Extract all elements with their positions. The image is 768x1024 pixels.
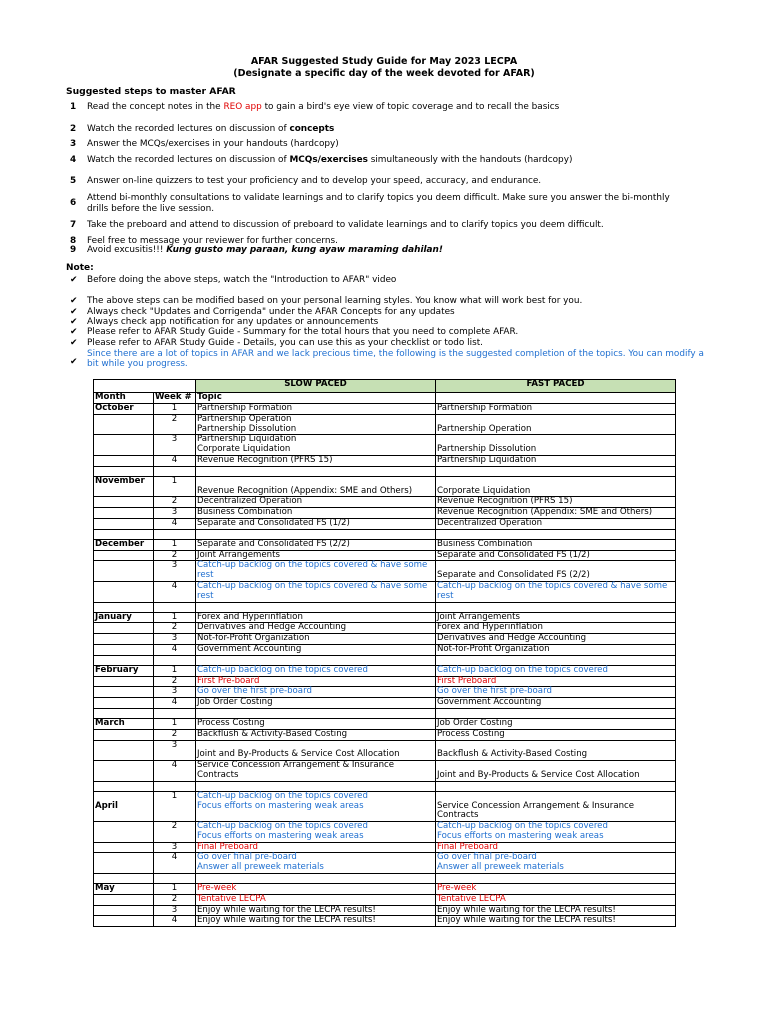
- slow-topic: First Pre-board: [196, 676, 436, 687]
- table-row: [94, 539, 676, 550]
- table-row: [94, 550, 676, 561]
- table-row: [94, 729, 676, 740]
- slow-topic: Catch-up backlog on the topics covered Focus efforts on mastering weak areas: [196, 822, 436, 843]
- steps-heading: Suggested steps to master AFAR: [66, 86, 236, 97]
- slow-topic: Separate and Consolidated FS (2/2): [196, 539, 436, 550]
- fast-topic: Backflush & Activity-Based Costing: [436, 740, 676, 761]
- slow-topic: Go over the first pre-board: [196, 687, 436, 698]
- slow-topic: Not-for-Profit Organization: [196, 634, 436, 645]
- spacer-row: [94, 874, 676, 884]
- spacer-row: [94, 466, 676, 476]
- step-number: 5: [70, 176, 77, 186]
- fast-topic: Revenue Recognition (Appendix: SME and Others): [436, 508, 676, 519]
- fast-topic: Separate and Consolidated FS (1/2): [436, 550, 676, 561]
- month-cell: [94, 687, 154, 698]
- month-name: May: [94, 884, 154, 895]
- step-number: 8: [70, 236, 77, 246]
- step-text: Avoid excusitis!!! Kung gusto may paraan, kung ayaw maraming dahilan!: [87, 245, 443, 255]
- month-name: March: [94, 718, 154, 729]
- week-number: 3: [154, 634, 196, 645]
- fast-topic: Forex and Hyperinflation: [436, 623, 676, 634]
- table-row: [94, 853, 676, 874]
- fast-topic: Enjoy while waiting for the LECPA results!: [436, 916, 676, 927]
- table-row: [94, 884, 676, 895]
- slow-topic: Catch-up backlog on the topics covered & have some rest: [196, 561, 436, 582]
- table-row: [94, 894, 676, 905]
- slow-topic: Joint Arrangements: [196, 550, 436, 561]
- fast-topic: Partnership Liquidation: [436, 455, 676, 466]
- fast-topic: Revenue Recognition (PFRS 15): [436, 497, 676, 508]
- checkmark-icon: ✔: [70, 317, 78, 327]
- week-number: 1: [154, 665, 196, 676]
- note-text: Always check "Updates and Corrigenda" under the AFAR Concepts for any updates: [87, 307, 455, 317]
- fast-topic: Catch-up backlog on the topics covered & have some rest: [436, 581, 676, 602]
- month-column-header: Month: [94, 393, 154, 404]
- month-cell: [94, 508, 154, 519]
- checkmark-icon: ✔: [70, 307, 78, 317]
- month-cell: [94, 581, 154, 602]
- note-text: Since there are a lot of topics in AFAR and we lack precious time, the following is the suggested completion of the topics. You can modify a bit while you progress.: [87, 349, 704, 369]
- table-row: [94, 676, 676, 687]
- fast-topic: Go over the first pre-board: [436, 687, 676, 698]
- step-number: 2: [70, 124, 77, 134]
- fast-topic: Not-for-Profit Organization: [436, 644, 676, 655]
- slow-topic: Partnership Formation: [196, 404, 436, 415]
- table-row: [94, 644, 676, 655]
- week-number: 4: [154, 853, 196, 874]
- table-row: [94, 476, 676, 497]
- fast-topic: Service Concession Arrangement & Insurance Contracts: [436, 791, 676, 821]
- week-number: 1: [154, 791, 196, 821]
- slow-topic: Decentralized Operation: [196, 497, 436, 508]
- fast-topic: Joint Arrangements: [436, 612, 676, 623]
- slow-topic: Revenue Recognition (Appendix: SME and Others): [196, 476, 436, 497]
- checkmark-icon: ✔: [70, 338, 78, 348]
- title-line-2: (Designate a specific day of the week devoted for AFAR): [233, 68, 535, 79]
- column-header-row: [94, 393, 676, 404]
- fast-topic: Catch-up backlog on the topics covered Focus efforts on mastering weak areas: [436, 822, 676, 843]
- checkmark-icon: ✔: [70, 327, 78, 337]
- slow-topic: Service Concession Arrangement & Insurance Contracts: [196, 761, 436, 782]
- table-row: [94, 518, 676, 529]
- fast-topic: Decentralized Operation: [436, 518, 676, 529]
- checkmark-icon: ✔: [70, 357, 78, 367]
- month-cell: [94, 455, 154, 466]
- slow-topic: Business Combination: [196, 508, 436, 519]
- table-row: [94, 665, 676, 676]
- week-number: 2: [154, 894, 196, 905]
- month-cell: [94, 916, 154, 927]
- note-text: Before doing the above steps, watch the "Introduction to AFAR" video: [87, 275, 397, 285]
- table-row: [94, 687, 676, 698]
- spacer-row: [94, 655, 676, 665]
- table-row: [94, 822, 676, 843]
- month-cell: [94, 761, 154, 782]
- week-column-header: Week #: [154, 393, 196, 404]
- slow-topic: Catch-up backlog on the topics covered & have some rest: [196, 581, 436, 602]
- slow-topic: Process Costing: [196, 718, 436, 729]
- note-text: Always check app notification for any updates or announcements: [87, 317, 379, 327]
- week-number: 1: [154, 539, 196, 550]
- fast-topic: Corporate Liquidation: [436, 476, 676, 497]
- slow-topic: Partnership Liquidation Corporate Liquidation: [196, 435, 436, 456]
- slow-topic: Catch-up backlog on the topics covered Focus efforts on mastering weak areas: [196, 791, 436, 821]
- week-number: 4: [154, 761, 196, 782]
- week-number: 3: [154, 687, 196, 698]
- week-number: 3: [154, 508, 196, 519]
- fast-topic: Pre-week: [436, 884, 676, 895]
- slow-topic: Derivatives and Hedge Accounting: [196, 623, 436, 634]
- week-number: 2: [154, 497, 196, 508]
- week-number: 2: [154, 822, 196, 843]
- step-number: 7: [70, 220, 77, 230]
- fast-topic: Enjoy while waiting for the LECPA results!: [436, 905, 676, 916]
- slow-topic: Final Preboard: [196, 842, 436, 853]
- table-row: [94, 718, 676, 729]
- month-name: January: [94, 612, 154, 623]
- motto: Kung gusto may paraan, kung ayaw maraming dahilan!: [166, 245, 443, 255]
- fast-topic: Go over final pre-board Answer all preweek materials: [436, 853, 676, 874]
- fast-topic: Process Costing: [436, 729, 676, 740]
- week-number: 1: [154, 476, 196, 497]
- week-number: 4: [154, 518, 196, 529]
- fast-topic: Government Accounting: [436, 698, 676, 709]
- month-cell: [94, 822, 154, 843]
- month-cell: [94, 561, 154, 582]
- slow-paced-header: SLOW PACED: [196, 380, 436, 393]
- slow-topic: Enjoy while waiting for the LECPA results!: [196, 905, 436, 916]
- month-name: February: [94, 665, 154, 676]
- step-number: 1: [70, 102, 77, 112]
- table-row: [94, 740, 676, 761]
- month-cell: [94, 414, 154, 435]
- month-name: November: [94, 476, 154, 497]
- week-number: 3: [154, 842, 196, 853]
- step-number: 3: [70, 139, 77, 149]
- step-text: Attend bi-monthly consultations to validate learnings and to clarify topics you deem difficult. Make sure you answer the bi-monthly drills before the live session.: [87, 193, 670, 214]
- fast-topic: Business Combination: [436, 539, 676, 550]
- week-number: 4: [154, 581, 196, 602]
- slow-topic: Catch-up backlog on the topics covered: [196, 665, 436, 676]
- table-row: [94, 623, 676, 634]
- step-number: 4: [70, 155, 77, 165]
- note-text: Please refer to AFAR Study Guide - Details, you can use this as your checklist or todo list.: [87, 338, 483, 348]
- table-row: [94, 455, 676, 466]
- spacer-row: [94, 708, 676, 718]
- slow-topic: Go over final pre-board Answer all preweek materials: [196, 853, 436, 874]
- table-row: [94, 791, 676, 821]
- table-row: [94, 435, 676, 456]
- table-row: [94, 612, 676, 623]
- step-text: Watch the recorded lectures on discussion of MCQs/exercises simultaneously with the handouts (hardcopy): [87, 155, 573, 165]
- week-number: 4: [154, 455, 196, 466]
- note-text: Please refer to AFAR Study Guide - Summary for the total hours that you need to complete AFAR.: [87, 327, 519, 337]
- fast-topic: Job Order Costing: [436, 718, 676, 729]
- week-number: 3: [154, 905, 196, 916]
- slow-topic: Partnership Operation Partnership Dissolution: [196, 414, 436, 435]
- month-cell: [94, 905, 154, 916]
- week-number: 1: [154, 612, 196, 623]
- table-row: [94, 698, 676, 709]
- reo-app-link-text: REO app: [223, 102, 262, 112]
- checkmark-icon: ✔: [70, 275, 78, 285]
- topic-column-header: Topic: [196, 393, 436, 404]
- month-cell: [94, 740, 154, 761]
- month-cell: [94, 853, 154, 874]
- month-cell: [94, 698, 154, 709]
- fast-topic: Tentative LECPA: [436, 894, 676, 905]
- slow-topic: Separate and Consolidated FS (1/2): [196, 518, 436, 529]
- week-number: 2: [154, 414, 196, 435]
- week-number: 3: [154, 740, 196, 761]
- table-row: [94, 561, 676, 582]
- table-row: [94, 842, 676, 853]
- step-text: Answer on-line quizzers to test your proficiency and to develop your speed, accuracy, and endurance.: [87, 176, 542, 186]
- step-number: 6: [70, 198, 77, 208]
- month-cell: [94, 894, 154, 905]
- step-text: Feel free to message your reviewer for further concerns.: [87, 236, 338, 246]
- slow-topic: Government Accounting: [196, 644, 436, 655]
- week-number: 3: [154, 561, 196, 582]
- week-number: 2: [154, 676, 196, 687]
- slow-topic: Job Order Costing: [196, 698, 436, 709]
- checkmark-icon: ✔: [70, 296, 78, 306]
- step-text: Answer the MCQs/exercises in your handouts (hardcopy): [87, 139, 339, 149]
- month-cell: [94, 676, 154, 687]
- fast-topic: Partnership Formation: [436, 404, 676, 415]
- spacer-row: [94, 781, 676, 791]
- month-cell: [94, 644, 154, 655]
- month-cell: [94, 842, 154, 853]
- week-number: 4: [154, 698, 196, 709]
- slow-topic: Pre-week: [196, 884, 436, 895]
- fast-paced-header: FAST PACED: [436, 380, 676, 393]
- table-row: [94, 905, 676, 916]
- month-name: October: [94, 404, 154, 415]
- step-number: 9: [70, 245, 77, 255]
- slow-topic: Backflush & Activity-Based Costing: [196, 729, 436, 740]
- table-row: [94, 581, 676, 602]
- fast-topic: Final Preboard: [436, 842, 676, 853]
- week-number: 1: [154, 884, 196, 895]
- week-number: 2: [154, 550, 196, 561]
- table-row: [94, 761, 676, 782]
- week-number: 1: [154, 404, 196, 415]
- week-number: 2: [154, 729, 196, 740]
- month-cell: [94, 518, 154, 529]
- table-row: [94, 916, 676, 927]
- fast-topic: Derivatives and Hedge Accounting: [436, 634, 676, 645]
- month-cell: [94, 497, 154, 508]
- week-number: 4: [154, 644, 196, 655]
- table-row: [94, 508, 676, 519]
- slow-topic: Tentative LECPA: [196, 894, 436, 905]
- table-row: [94, 497, 676, 508]
- fast-topic: First Preboard: [436, 676, 676, 687]
- table-row: [94, 634, 676, 645]
- slow-topic: Forex and Hyperinflation: [196, 612, 436, 623]
- step-text: Watch the recorded lectures on discussion of concepts: [87, 124, 335, 134]
- pace-header-row: [94, 380, 676, 393]
- fast-topic: Separate and Consolidated FS (2/2): [436, 561, 676, 582]
- fast-topic: Joint and By-Products & Service Cost Allocation: [436, 761, 676, 782]
- title-line-1: AFAR Suggested Study Guide for May 2023 LECPA: [250, 56, 518, 67]
- schedule-table: [93, 379, 676, 927]
- month-name: April: [94, 791, 154, 821]
- spacer-row: [94, 602, 676, 612]
- fast-topic: Partnership Operation: [436, 414, 676, 435]
- slow-topic: Enjoy while waiting for the LECPA results!: [196, 916, 436, 927]
- step-text: Read the concept notes in the REO app to gain a bird's eye view of topic coverage and to recall the basics: [87, 102, 560, 112]
- fast-topic: Catch-up backlog on the topics covered: [436, 665, 676, 676]
- month-cell: [94, 729, 154, 740]
- spacer-row: [94, 529, 676, 539]
- fast-topic: Partnership Dissolution: [436, 435, 676, 456]
- week-number: 2: [154, 623, 196, 634]
- month-cell: [94, 550, 154, 561]
- month-cell: [94, 634, 154, 645]
- note-text: The above steps can be modified based on your personal learning styles. You know what will work best for you.: [87, 296, 583, 306]
- week-number: 3: [154, 435, 196, 456]
- table-row: [94, 414, 676, 435]
- month-cell: [94, 435, 154, 456]
- document-title: [0, 56, 768, 80]
- slow-topic: Revenue Recognition (PFRS 15): [196, 455, 436, 466]
- week-number: 4: [154, 916, 196, 927]
- month-name: December: [94, 539, 154, 550]
- note-label: Note:: [66, 263, 94, 273]
- slow-topic: Joint and By-Products & Service Cost Allocation: [196, 740, 436, 761]
- table-row: [94, 404, 676, 415]
- step-text: Take the preboard and attend to discussion of preboard to validate learnings and to clarify topics you deem difficult.: [87, 220, 604, 230]
- month-cell: [94, 623, 154, 634]
- week-number: 1: [154, 718, 196, 729]
